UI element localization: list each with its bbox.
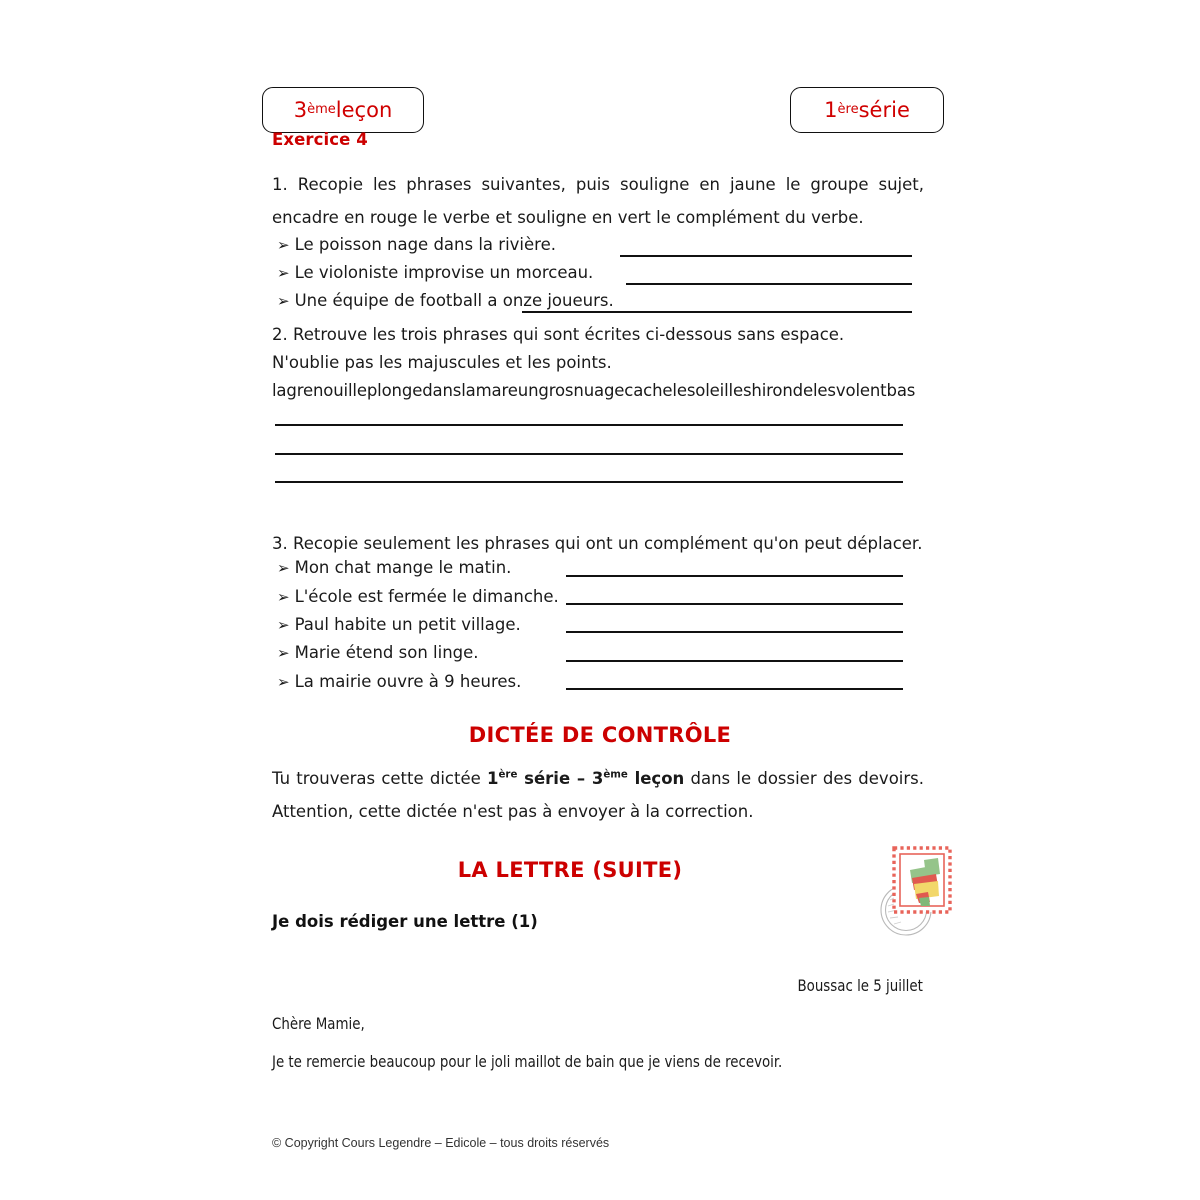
section3-item-2 — [277, 617, 521, 634]
letter-date-line: Boussac le 5 juillet — [797, 976, 923, 995]
bullet-arrow-icon: ➢ — [277, 673, 290, 691]
section1-answer-line[interactable] — [522, 311, 912, 313]
section3-item-0-text: Mon chat mange le matin. — [294, 558, 512, 577]
bullet-arrow-icon: ➢ — [277, 559, 290, 577]
dictee-lesson-sup: ème — [603, 769, 628, 781]
section3-item-0 — [277, 560, 511, 577]
dictee-lesson-number: 3 — [591, 769, 604, 788]
dictee-paragraph — [272, 762, 924, 828]
series-badge-number: 1 — [824, 97, 838, 122]
section3-instruction: 3. Recopie seulement les phrases qui ont un complément qu'on peut déplacer. — [272, 534, 923, 553]
dictee-series-number: 1 — [487, 769, 499, 788]
bullet-arrow-icon: ➢ — [277, 616, 290, 634]
series-badge: 1 ère série — [790, 87, 944, 133]
section3-item-2-text: Paul habite un petit village. — [294, 615, 521, 634]
section3-answer-line[interactable] — [566, 603, 903, 605]
section1-item-0 — [277, 237, 556, 254]
section3-answer-line[interactable] — [566, 660, 903, 662]
section2-instruction-line2: N'oublie pas les majuscules et les points. — [272, 353, 612, 372]
postage-stamp-icon — [872, 840, 972, 940]
section2-instruction-line1: 2. Retrouve les trois phrases qui sont écrites ci-dessous sans espace. — [272, 325, 845, 344]
bullet-arrow-icon: ➢ — [277, 292, 290, 310]
dictee-series-word: série – — [517, 769, 592, 788]
lesson-badge: 3 ème leçon — [262, 87, 424, 133]
section3-item-4-text: La mairie ouvre à 9 heures. — [294, 672, 522, 691]
series-badge-word: série — [858, 97, 910, 122]
lesson-badge-word: leçon — [335, 97, 393, 122]
footer-copyright: © Copyright Cours Legendre – Edicole – tous droits réservés — [272, 1136, 610, 1150]
section1-item-1-text: Le violoniste improvise un morceau. — [294, 263, 594, 282]
bullet-arrow-icon: ➢ — [277, 644, 290, 662]
section1-answer-line[interactable] — [626, 283, 912, 285]
section1-item-1 — [277, 265, 593, 282]
section2-answer-line[interactable] — [275, 424, 903, 426]
bullet-arrow-icon: ➢ — [277, 588, 290, 606]
section2-answer-line[interactable] — [275, 481, 903, 483]
section3-item-3-text: Marie étend son linge. — [294, 643, 479, 662]
bullet-arrow-icon: ➢ — [277, 236, 290, 254]
lesson-badge-number: 3 — [293, 97, 308, 122]
section3-item-1 — [277, 589, 559, 606]
section1-item-2 — [277, 293, 614, 310]
section3-answer-line[interactable] — [566, 688, 903, 690]
dictee-text-before: Tu trouveras cette dictée — [272, 769, 488, 788]
letter-body-text: Je te remercie beaucoup pour le joli maillot de bain que je viens de recevoir. — [272, 1052, 783, 1071]
section3-item-3 — [277, 645, 479, 662]
dictee-lesson-word: leçon — [627, 769, 685, 788]
section1-answer-line[interactable] — [620, 255, 912, 257]
exercise-title: Exercice 4 — [272, 130, 368, 149]
bullet-arrow-icon: ➢ — [277, 264, 290, 282]
section3-answer-line[interactable] — [566, 575, 903, 577]
section1-instruction: 1. Recopie les phrases suivantes, puis souligne en jaune le groupe sujet, encadre en rouge le verbe et souligne en vert le complément du verbe. — [272, 175, 924, 227]
lettre-heading: LA LETTRE (SUITE) — [457, 858, 683, 882]
dictee-series-label — [487, 769, 684, 788]
section2-answer-line[interactable] — [275, 453, 903, 455]
section1-item-2-text: Une équipe de football a onze joueurs. — [294, 291, 614, 310]
dictee-series-sup: ère — [498, 769, 518, 781]
dictee-text-after: dans le dossier des devoirs. Attention, cette dictée n'est pas à envoyer à la correction. — [272, 769, 924, 821]
letter-salutation: Chère Mamie, — [272, 1014, 365, 1033]
section3-answer-line[interactable] — [566, 631, 903, 633]
section2-run-on-text: lagrenouilleplongedanslamareungrosnuagecachelesoleilleshirondelesvolentbas — [272, 381, 916, 400]
section3-item-1-text: L'école est fermée le dimanche. — [294, 587, 559, 606]
lettre-subheading: Je dois rédiger une lettre (1) — [272, 912, 538, 931]
section1-item-0-text: Le poisson nage dans la rivière. — [294, 235, 556, 254]
section3-item-4 — [277, 674, 521, 691]
dictee-heading: DICTÉE DE CONTRÔLE — [468, 723, 732, 747]
